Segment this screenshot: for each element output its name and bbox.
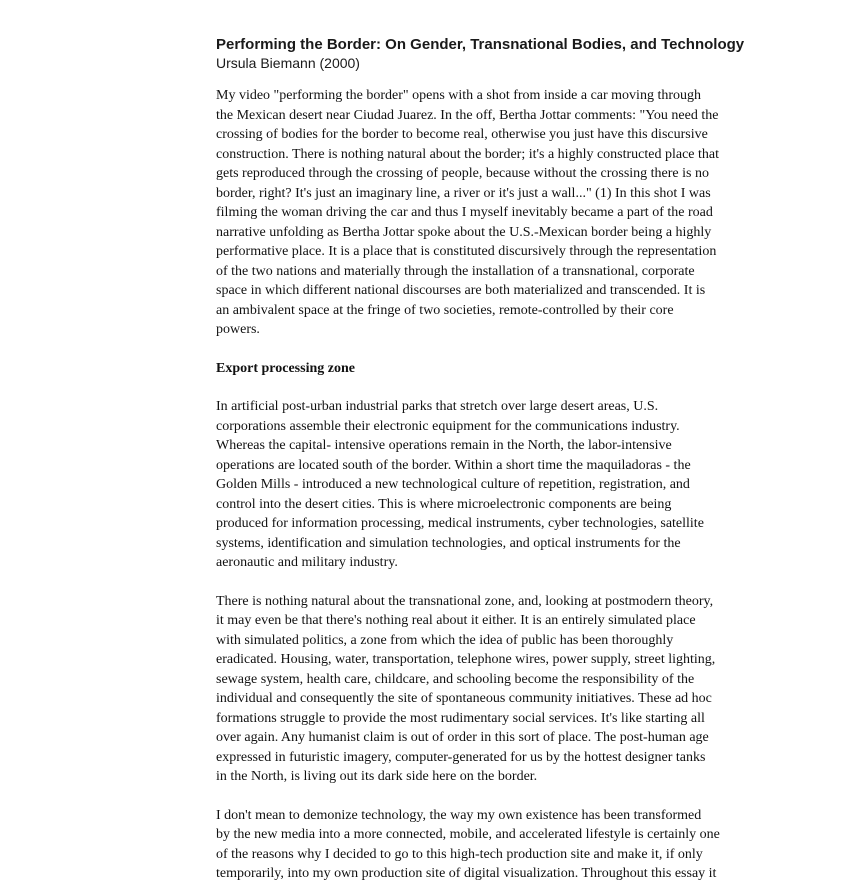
text-line: sewage system, health care, childcare, and schooling become the responsibility of the [216,671,695,687]
text-line: narrative unfolding as Bertha Jottar spoke about the U.S.-Mexican border being a highly [216,224,712,240]
text-line: filming the woman driving the car and thus I myself inevitably became a part of the road [216,205,713,220]
text-line: In artificial post-urban industrial parks that stretch over large desert areas, U.S. [216,399,659,414]
text-line: an ambivalent space at the fringe of two societies, remote-controlled by their core [216,302,674,318]
paragraph-transnational-zone [216,592,830,787]
text-line: My video "performing the border" opens with a shot from inside a car moving through [216,88,701,103]
text-line: expressed in futuristic imagery, computer-generated for us by the hottest designer tanks [216,749,706,765]
text-line: by the new media into a more connected, mobile, and accelerated lifestyle is certainly one [216,827,720,842]
text-line: produced for information processing, medical instruments, cyber technologies, satellite [216,516,704,531]
text-line: temporarily, into my own production site of digital visualization. Throughout this essay it [216,866,717,881]
text-line: I don't mean to demonize technology, the way my own existence has been transformed [216,807,702,823]
text-line: it may even be that there's nothing real about it either. It is an entirely simulated place [216,613,696,628]
paragraph-export-zone [216,397,830,573]
text-line: operations are located south of the border. Within a short time the maquiladoras - the [216,457,691,473]
text-line: Whereas the capital- intensive operations remain in the North, the labor-intensive [216,438,672,453]
text-line: formations struggle to provide the most rudimentary social services. It's like starting all [216,710,705,726]
text-line: crossing of bodies for the border to become real, otherwise you just have this discursive [216,127,708,142]
text-line: border, right? It's just an imaginary line, a river or it's just a wall..." (1) In this shot I was [216,185,711,201]
text-line: performative place. It is a place that is constituted discursively through the representation [216,244,717,259]
text-line: individual and consequently the site of spontaneous community initiatives. These ad hoc [216,691,712,706]
text-line: space in which different national discourses are both materialized and transcended. It is [216,283,706,298]
text-line: the Mexican desert near Ciudad Juarez. In the off, Bertha Jottar comments: "You need the [216,107,719,123]
text-line: There is nothing natural about the transnational zone, and, looking at postmodern theory, [216,593,714,609]
text-line: control into the desert cities. This is where microelectronic components are being [216,496,672,512]
text-line: systems, identification and simulation technologies, and optical instruments for the [216,535,681,551]
text-line: aeronautic and military industry. [216,555,398,570]
text-line: of the reasons why I decided to go to this high-tech production site and make it, if only [216,846,703,862]
text-line: with simulated politics, a zone from which the idea of public has been thoroughly [216,632,674,648]
paragraph-intro [216,86,830,340]
paragraph-technology [216,806,830,884]
text-line: Golden Mills - introduced a new technological culture of repetition, registration, and [216,477,690,492]
text-line: corporations assemble their electronic equipment for the communications industry. [216,418,680,434]
text-line: powers. [216,322,260,337]
text-line: eradicated. Housing, water, transportation, telephone wires, power supply, street lighting, [216,652,716,667]
text-line: construction. There is nothing natural about the border; it's a highly constructed place that [216,146,720,162]
section-heading: Export processing zone [216,360,355,376]
document-title: Performing the Border: On Gender, Transnational Bodies, and Technology [216,36,745,53]
text-line: of the two nations and materially through the installation of a transnational, corporate [216,263,695,279]
text-line: in the North, is living out its dark side here on the border. [216,769,538,784]
text-line: gets reproduced through the crossing of people, because without the crossing there is no [216,166,709,181]
text-line: over again. Any humanist claim is out of order in this sort of place. The post-human age [216,730,709,745]
document-author: Ursula Biemann (2000) [216,55,360,71]
